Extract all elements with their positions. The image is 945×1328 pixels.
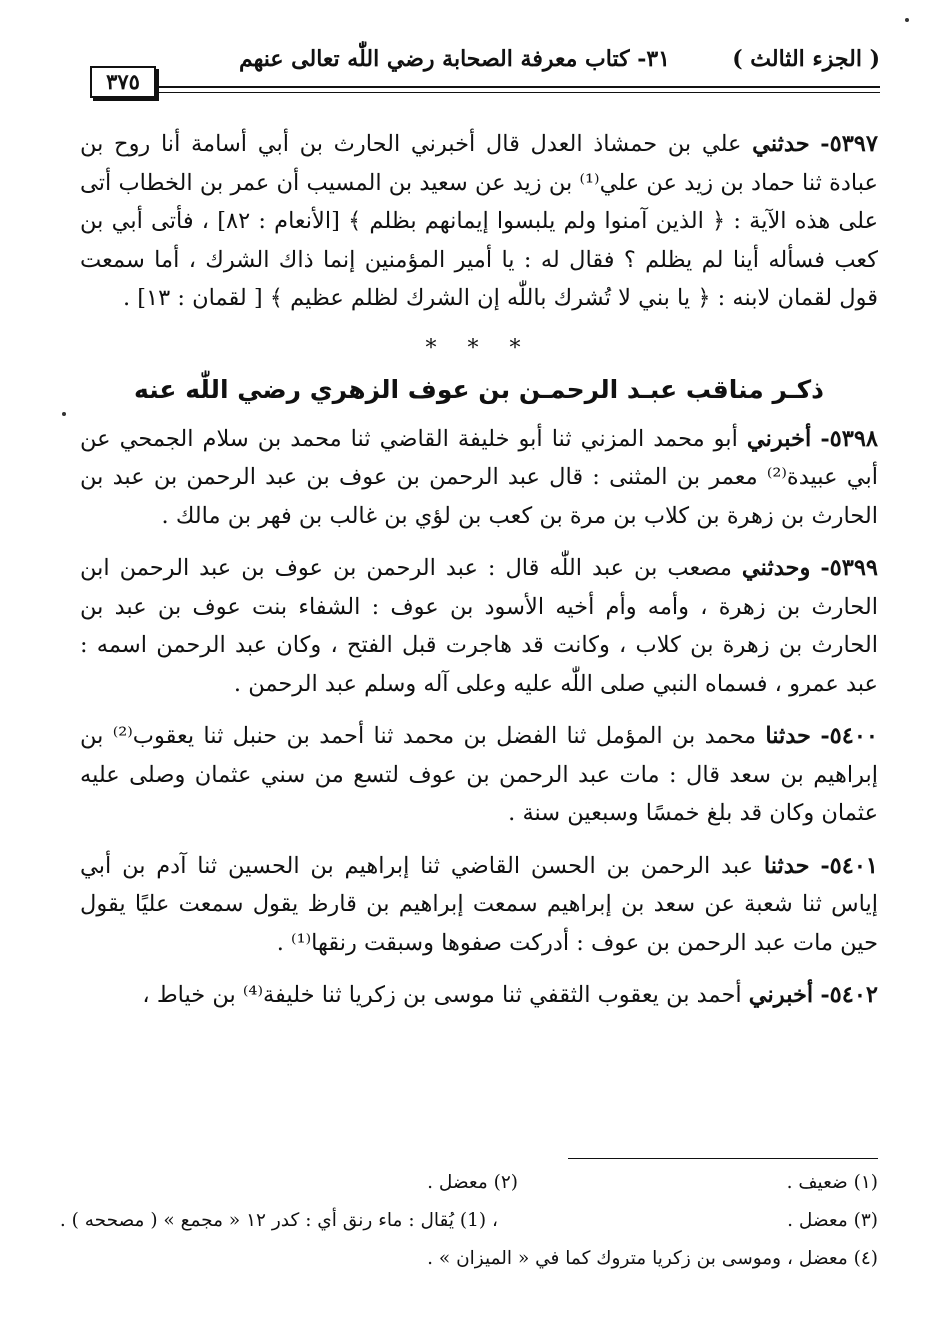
hadith-text: علي بن حمشاذ العدل قال أخبرني الحارث بن أبي أسامة أنا روح بن عبادة ثنا حماد بن زيد عن علي⁽¹⁾ بن زيد عن سعيد بن المسيب أن عمر بن الخطاب أتى على هذه الآية : ﴿ الذين آمنوا ولم يلبسوا إيمانهم بظلم ﴾ [الأنعام : ٨٢] ، فأتى أبي بن كعب فسأله أينا لم يظلم ؟ فقال له : يا أمير المؤمنين إنما ذاك الشرك ، أما سمعت قول لقمان لابنه : ﴿ يا بني لا تُشرك باللّٰه إن الشرك لظلم عظيم ﴾ [ لقمان : ١٣] . [80,131,878,311]
hadith-text: محمد بن المؤمل ثنا الفضل بن محمد ثنا أحمد بن حنبل ثنا يعقوب⁽²⁾ بن إبراهيم بن سعد قال : مات عبد الرحمن بن عوف لتسع من سني عثمان وصلى عليه عثمان وكان قد بلغ خمسًا وسبعين سنة . [80,723,878,826]
hadith-number: ٥٤٠٠- [820,723,878,749]
hadith-paragraph [80,717,878,833]
hadith-paragraph [80,125,878,318]
scan-speck [62,412,66,416]
hadith-number: ٥٣٩٧- [820,131,878,157]
hadith-lead: حدثنا [763,852,810,879]
hadith-lead: أخبرني [746,425,812,452]
hadith-paragraph [80,549,878,703]
hadith-lead: حدثنا [765,723,811,749]
section-separator: * * * [425,335,533,361]
hadith-text: مصعب بن عبد اللّٰه قال : عبد الرحمن بن عوف بن عبد الرحمن ابن الحارث بن زهرة ، وأمه وأم أخيه الأسود بن عوف : الشفاء بنت عوف بن عبد بن الحارث بن زهرة بن كلاب ، وكانت قد هاجرت قبل الفتح ، وكان عبد الرحمن اسمه : عبد عمرو ، فسماه النبي صلى اللّٰه عليه وعلى آله وسلم عبد الرحمن . [80,555,878,697]
header-rule [158,86,880,88]
hadith-paragraph [80,976,878,1015]
footnote-rule [568,1158,878,1159]
scan-speck [905,18,909,22]
page-header [80,40,880,98]
hadith-paragraph [80,847,878,963]
hadith-number: ٥٣٩٨- [820,425,878,452]
hadith-lead: حدثني [752,131,810,157]
footnote-1: (١) ضعيف . [786,1172,878,1193]
hadith-text: عبد الرحمن بن الحسن القاضي ثنا إبراهيم بن الحسين ثنا آدم بن أبي إياس ثنا شعبة عن سعد بن إبراهيم سمعت إبراهيم بن قارظ يقول سمعت عليًا يقول حين مات عبد الرحمن بن عوف : أدركت صفوها وسبقت رنقها⁽¹⁾ . [80,852,878,956]
header-rule-thin [158,92,880,93]
hadith-number: ٥٤٠٢- [820,982,878,1008]
section-heading: ذكـر مناقب عبـد الرحمـن بن عوف الزهري رضي اللّٰه عنه [134,374,824,404]
hadith-number: ٥٣٩٩- [820,555,878,581]
hadith-lead: وحدثني [741,555,811,581]
volume-label: ( الجزء الثالث ) [732,46,880,72]
footnote-3: (٣) معضل . [787,1210,878,1231]
chapter-title: ٣١- كتاب معرفة الصحابة رضي اللّٰه تعالى عنهم [238,46,670,72]
footnote-3-note: ، (1) يُقال : ماء رنق أي : كدر ١٢ « مجمع » ( مصححه ) . [59,1210,498,1231]
hadith-text: أحمد بن يعقوب الثقفي ثنا موسى بن زكريا ثنا خليفة⁽⁴⁾ بن خياط ، [142,982,749,1008]
hadith-paragraph [80,420,878,536]
hadith-number: ٥٤٠١- [820,852,879,879]
hadith-text: أبو محمد المزني ثنا أبو خليفة القاضي ثنا محمد بن سلام الجمحي عن أبي عبيدة⁽²⁾ معمر بن المثنى : قال عبد الرحمن بن عوف بن عبد الرحمن بن عبد بن الحارث بن زهرة بن كلاب بن مرة بن كعب بن لؤي بن غالب بن فهر بن مالك . [80,425,878,529]
footnote-2: (٢) معضل . [427,1172,518,1193]
page-body [80,125,878,1029]
page-number: ٣٧٥ [90,66,156,98]
footnote-4: (٤) معضل ، وموسى بن زكريا متروك كما في « الميزان » . [427,1248,878,1269]
hadith-lead: أخبرني [748,982,814,1008]
